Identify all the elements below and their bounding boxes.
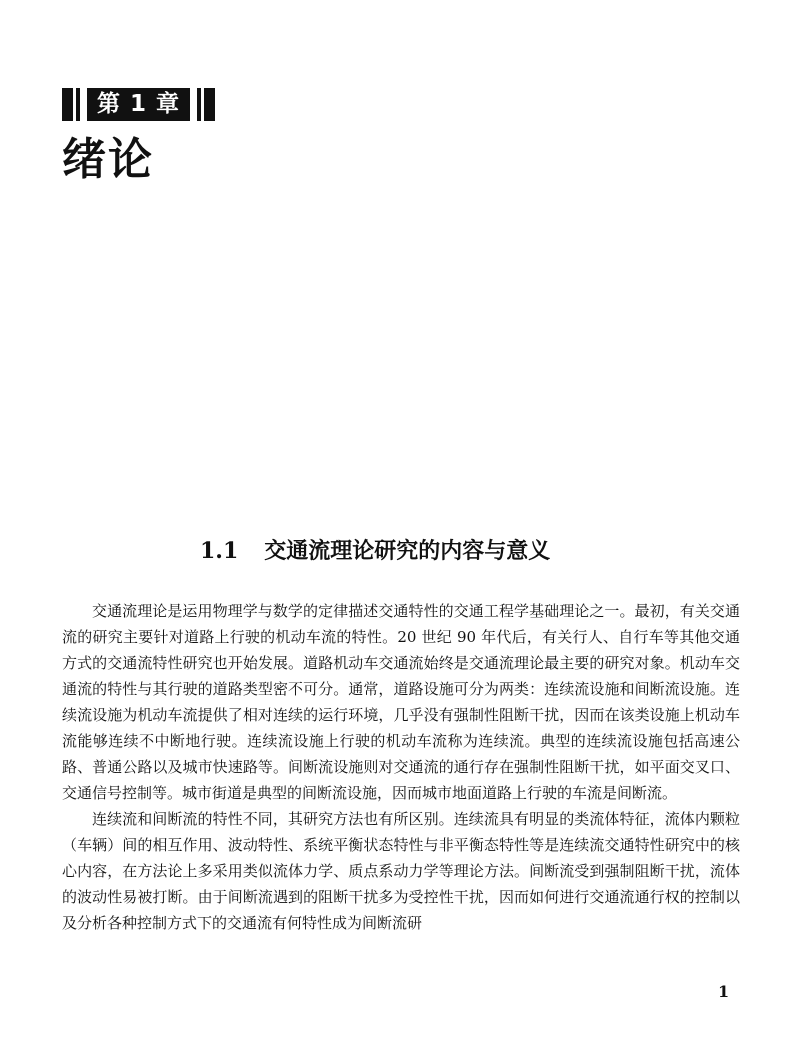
paragraph: 交通流理论是运用物理学与数学的定律描述交通特性的交通工程学基础理论之一。最初，有关交通流的研究主要针对道路上行驶的机动车流的特性。20 世纪 90 年代后，有关行人、自行车等其他交通方式的交通流特性研究也开始发展。道路机动车交通流始终是交通流理论最主要的研究对象。机动车交通流的特性与其行驶的道路类型密不可分。通常，道路设施可分为两类：连续流设施和间断流设施。连续流设施为机动车流提供了相对连续的运行环境，几乎没有强制性阻断干扰，因而在该类设施上机动车流能够连续不中断地行驶。连续流设施上行驶的机动车流称为连续流。典型的连续流设施包括高速公路、普通公路以及城市快速路等。间断流设施则对交通流的通行存在强制性阻断干扰，如平面交叉口、交通信号控制等。城市街道是典型的间断流设施，因而城市地面道路上行驶的车流是间断流。 [62, 602, 740, 802]
chapter-label: 第 1 章 [84, 88, 193, 121]
paragraph: 连续流和间断流的特性不同，其研究方法也有所区别。连续流具有明显的类流体特征，流体内颗粒（车辆）间的相互作用、波动特性、系统平衡状态特性与非平衡态特性等是连续流交通特性研究中的核心内容，在方法论上多采用类似流体力学、质点系动力学等理论方法。间断流受到强制阻断干扰，流体的波动性易被打断。由于间断流遇到的阻断干扰多为受控性干扰，因而如何进行交通流通行权的控制以及分析各种控制方式下的交通流有何特性成为间断流研 [62, 810, 740, 932]
banner-bar-right-thin [197, 88, 201, 121]
section-heading [200, 536, 550, 567]
chapter-title: 绪论 [62, 134, 154, 185]
banner-bar-left-thin [76, 88, 80, 121]
section-number: 1.1 [200, 538, 239, 564]
banner-bar-left-thick [62, 88, 73, 121]
body-text [62, 598, 740, 936]
chapter-banner [62, 88, 215, 121]
section-title: 交通流理论研究的内容与意义 [264, 539, 551, 564]
banner-bar-right-thick [204, 88, 215, 121]
page-number: 1 [718, 982, 730, 1001]
